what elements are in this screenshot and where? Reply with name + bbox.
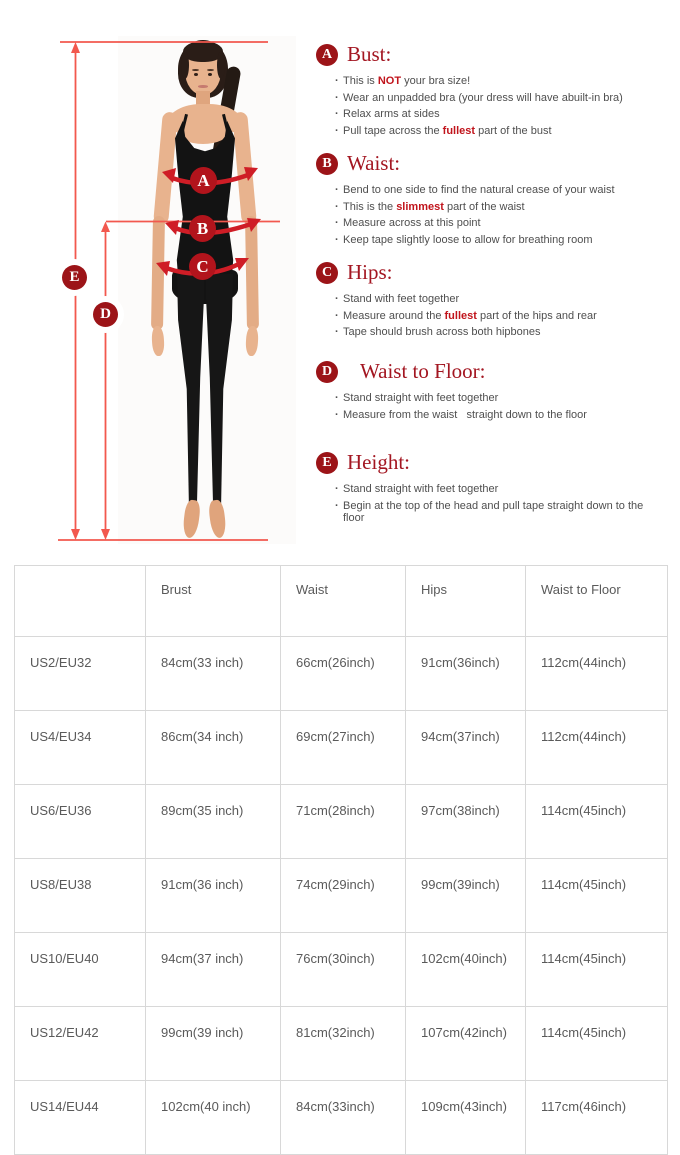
model-foot [182, 499, 202, 539]
arrowhead [71, 42, 80, 53]
section-letter-badge: D [316, 361, 338, 383]
table-row [15, 1081, 668, 1155]
table-row [15, 933, 668, 1007]
section-header [316, 42, 656, 67]
section-title: Bust: [347, 42, 392, 66]
hips-cell: 91cm(36inch) [406, 637, 526, 711]
waist-cell: 69cm(27inch) [281, 711, 406, 785]
table-row [15, 637, 668, 711]
size-cell: US6/EU36 [15, 785, 146, 859]
waist-to-floor-cell: 112cm(44inch) [526, 711, 668, 785]
size-table-container [14, 565, 668, 1155]
model-leg [177, 274, 204, 504]
model-eye [194, 73, 198, 76]
waist-to-floor-cell: 117cm(46inch) [526, 1081, 668, 1155]
instruction-list [316, 483, 665, 524]
section-header [316, 260, 656, 285]
model-hand [151, 326, 165, 357]
model-arm [151, 216, 165, 330]
section-hips [316, 260, 656, 343]
hips-cell: 102cm(40inch) [406, 933, 526, 1007]
size-cell: US8/EU38 [15, 859, 146, 933]
instruction-list [316, 392, 665, 421]
waist-cell: 71cm(28inch) [281, 785, 406, 859]
model-arm [232, 112, 257, 225]
header-hips: Hips [406, 566, 526, 637]
size-cell: US2/EU32 [15, 637, 146, 711]
bust-cell: 99cm(39 inch) [146, 1007, 281, 1081]
waist-to-floor-cell: 114cm(45inch) [526, 1007, 668, 1081]
instruction-bullet: · Measure from the waist straight down to the floor [343, 409, 665, 421]
model-hand [245, 326, 259, 357]
model-eyebrow [207, 69, 214, 71]
section-title: Waist to Floor: [360, 359, 486, 383]
bust-cell: 102cm(40 inch) [146, 1081, 281, 1155]
height-marker-badge: E [62, 265, 87, 290]
table-row [15, 1007, 668, 1081]
arrowhead [101, 222, 110, 233]
instruction-bullet: · Measure across at this point [343, 217, 665, 229]
hips-cell: 97cm(38inch) [406, 785, 526, 859]
arrowhead [101, 529, 110, 540]
hips-cell: 99cm(39inch) [406, 859, 526, 933]
instruction-bullet: · Stand straight with feet together [343, 392, 665, 404]
model-arm [245, 216, 259, 330]
instruction-list [316, 75, 665, 137]
instruction-bullet: · Relax arms at sides [343, 108, 665, 120]
size-cell: US14/EU44 [15, 1081, 146, 1155]
waist-to-floor-cell: 112cm(44inch) [526, 637, 668, 711]
table-row [15, 711, 668, 785]
section-waist [316, 151, 656, 250]
header-waist-to-floor: Waist to Floor [526, 566, 668, 637]
hips-marker-badge: C [189, 253, 216, 280]
model-eye [208, 73, 212, 76]
section-letter-badge: A [316, 44, 338, 66]
instruction-bullet: · Begin at the top of the head and pull tape straight down to the floor [343, 500, 665, 524]
model-arm [153, 112, 178, 225]
instruction-bullet: · Tape should brush across both hipbones [343, 326, 665, 338]
table-header-row [15, 566, 668, 637]
instruction-bullet: · Keep tape slightly loose to allow for breathing room [343, 234, 665, 246]
size-table [14, 565, 668, 1155]
bust-cell: 86cm(34 inch) [146, 711, 281, 785]
section-header [316, 359, 656, 384]
waist-cell: 76cm(30inch) [281, 933, 406, 1007]
instruction-bullet: · Measure around the fullest part of the hips and rear [343, 310, 665, 322]
header-size [15, 566, 146, 637]
instruction-list [316, 184, 665, 246]
instruction-list [316, 293, 665, 338]
waist-cell: 66cm(26inch) [281, 637, 406, 711]
waist-to-floor-cell: 114cm(45inch) [526, 785, 668, 859]
waist-to-floor-cell: 114cm(45inch) [526, 859, 668, 933]
header-bust: Brust [146, 566, 281, 637]
model-leg [206, 274, 233, 504]
model-hair-side [217, 51, 225, 79]
bust-cell: 84cm(33 inch) [146, 637, 281, 711]
section-bust [316, 42, 656, 141]
bust-cell: 91cm(36 inch) [146, 859, 281, 933]
instruction-bullet: · Pull tape across the fullest part of the bust [343, 125, 665, 137]
instruction-bullet: · This is the slimmest part of the waist [343, 201, 665, 213]
waist-cell: 84cm(33inch) [281, 1081, 406, 1155]
size-cell: US4/EU34 [15, 711, 146, 785]
model-figure [120, 38, 290, 543]
size-cell: US12/EU42 [15, 1007, 146, 1081]
hips-cell: 107cm(42inch) [406, 1007, 526, 1081]
waist-to-floor-cell: 114cm(45inch) [526, 933, 668, 1007]
waist-to-floor-marker-badge: D [93, 302, 118, 327]
section-title: Hips: [347, 260, 393, 284]
waist-marker-badge: B [189, 215, 216, 242]
section-letter-badge: B [316, 153, 338, 175]
bust-marker-badge: A [190, 167, 217, 194]
bust-cell: 94cm(37 inch) [146, 933, 281, 1007]
section-title: Height: [347, 450, 410, 474]
section-title: Waist: [347, 151, 401, 175]
model-lips [198, 85, 208, 88]
waist-cell: 81cm(32inch) [281, 1007, 406, 1081]
section-waist-to-floor [316, 359, 656, 425]
section-header [316, 450, 656, 475]
instruction-bullet: · Stand with feet together [343, 293, 665, 305]
arrowhead [71, 529, 80, 540]
instruction-bullet: · This is NOT your bra size! [343, 75, 665, 87]
table-row [15, 859, 668, 933]
section-header [316, 151, 656, 176]
instruction-bullet: · Wear an unpadded bra (your dress will have abuilt-in bra) [343, 92, 665, 104]
section-letter-badge: C [316, 262, 338, 284]
section-letter-badge: E [316, 452, 338, 474]
model-eyebrow [192, 69, 199, 71]
instruction-bullet: · Bend to one side to find the natural crease of your waist [343, 184, 665, 196]
bust-cell: 89cm(35 inch) [146, 785, 281, 859]
instruction-bullet: · Stand straight with feet together [343, 483, 665, 495]
model-hair-side [181, 51, 189, 79]
table-row [15, 785, 668, 859]
model-foot [208, 499, 228, 539]
waist-cell: 74cm(29inch) [281, 859, 406, 933]
section-height [316, 450, 656, 528]
size-cell: US10/EU40 [15, 933, 146, 1007]
hips-cell: 94cm(37inch) [406, 711, 526, 785]
hips-cell: 109cm(43inch) [406, 1081, 526, 1155]
header-waist: Waist [281, 566, 406, 637]
